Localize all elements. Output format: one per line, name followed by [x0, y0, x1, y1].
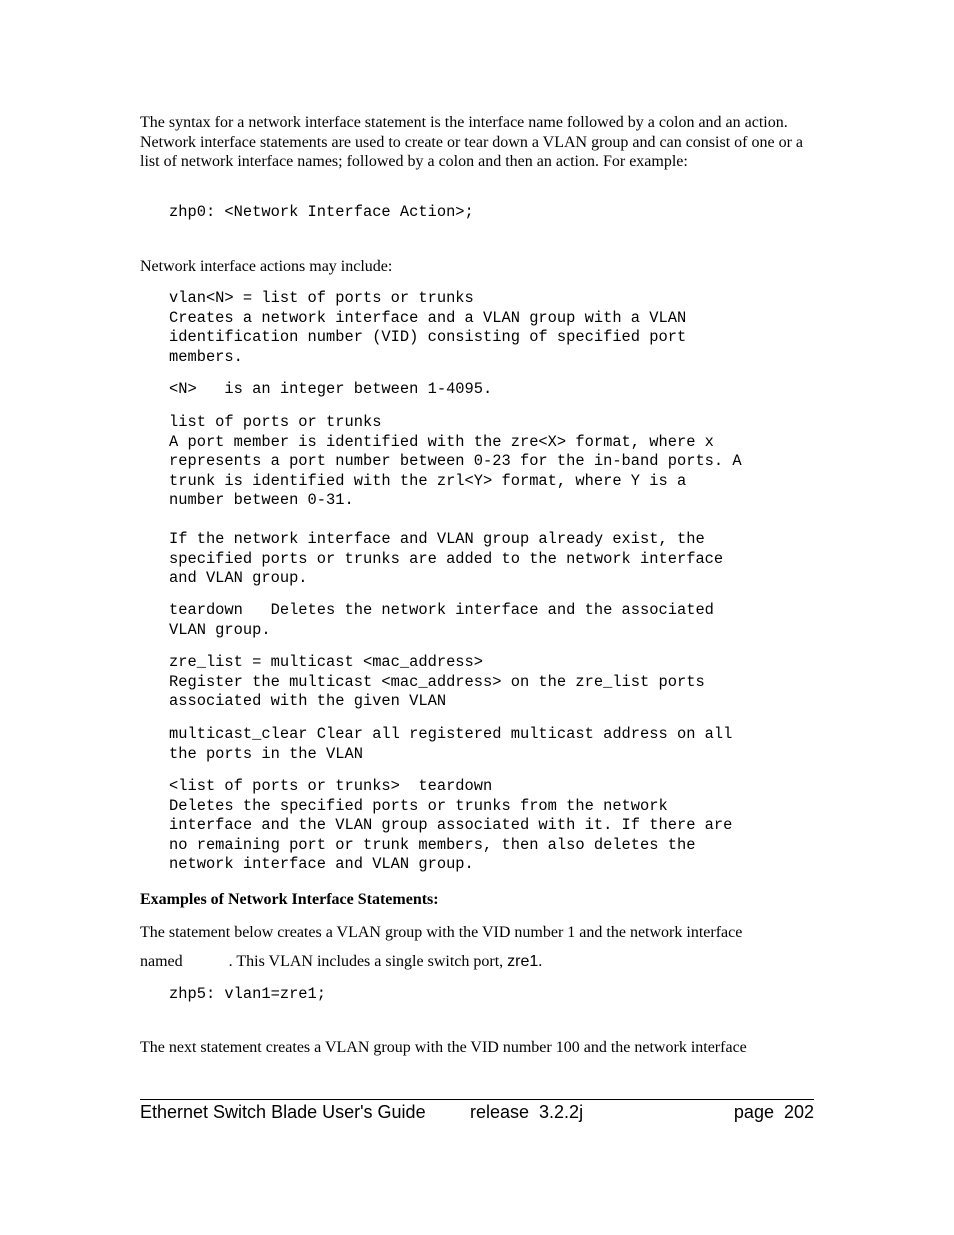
footer-release: release 3.2.2j	[470, 1102, 584, 1122]
example1-code: zhp5: vlan1=zre1;	[169, 985, 327, 1003]
zre-list-code: zre_list = multicast <mac_address> Register the multicast <mac_address> on the zre_list ports associated with the given VLAN	[169, 653, 705, 710]
footer-page-number: page 202	[733, 1102, 814, 1122]
example1-named: named	[140, 953, 183, 970]
example1-period: .	[538, 953, 543, 970]
teardown-code: teardown Deletes the network interface and the associated VLAN group.	[169, 601, 714, 639]
multicast-clear-code: multicast_clear Clear all registered multicast address on all the ports in the VLAN	[169, 725, 733, 763]
n-range-code: <N> is an integer between 1-4095.	[169, 380, 493, 398]
syntax-code: zhp0: <Network Interface Action>;	[169, 203, 474, 221]
example1-line2	[140, 952, 820, 972]
examples-heading: Examples of Network Interface Statements:	[140, 891, 439, 908]
footer-divider	[140, 1099, 814, 1100]
list-teardown-code: <list of ports or trunks> teardown Deletes the specified ports or trunks from the network interface and the VLAN group associated with it. If there are no remaining port or trunk members, then also deletes the network interface and VLAN group.	[169, 777, 733, 873]
ports-trunks-code: list of ports or trunks A port member is identified with the zre<X> format, where x represents a port number between 0-23 for the in-band ports. A trunk is identified with the zrl<Y> format, where Y is a number between 0-31. If the network interface and VLAN group already exist, the specified ports or trunks are added to the network interface and VLAN group.	[169, 413, 742, 587]
example1-description: . This VLAN includes a single switch port,	[228, 953, 504, 970]
example2-line1: The next statement creates a VLAN group with the VID number 100 and the network interface	[140, 1039, 747, 1056]
example1-port: zre1	[507, 953, 539, 970]
example1-line1: The statement below creates a VLAN group with the VID number 1 and the network interface	[140, 924, 743, 941]
vlan-action-code: vlan<N> = list of ports or trunks Creates a network interface and a VLAN group with a VLAN identification number (VID) consisting of specified port members.	[169, 289, 687, 366]
intro-paragraph: The syntax for a network interface statement is the interface name followed by a colon and an action. Network interface statements are used to create or tear down a VLAN group and can consist of one or a list of network interface names; followed by a colon and then an action. For example:	[140, 114, 804, 170]
actions-intro: Network interface actions may include:	[140, 258, 393, 275]
footer-title: Ethernet Switch Blade User's Guide	[140, 1102, 426, 1122]
